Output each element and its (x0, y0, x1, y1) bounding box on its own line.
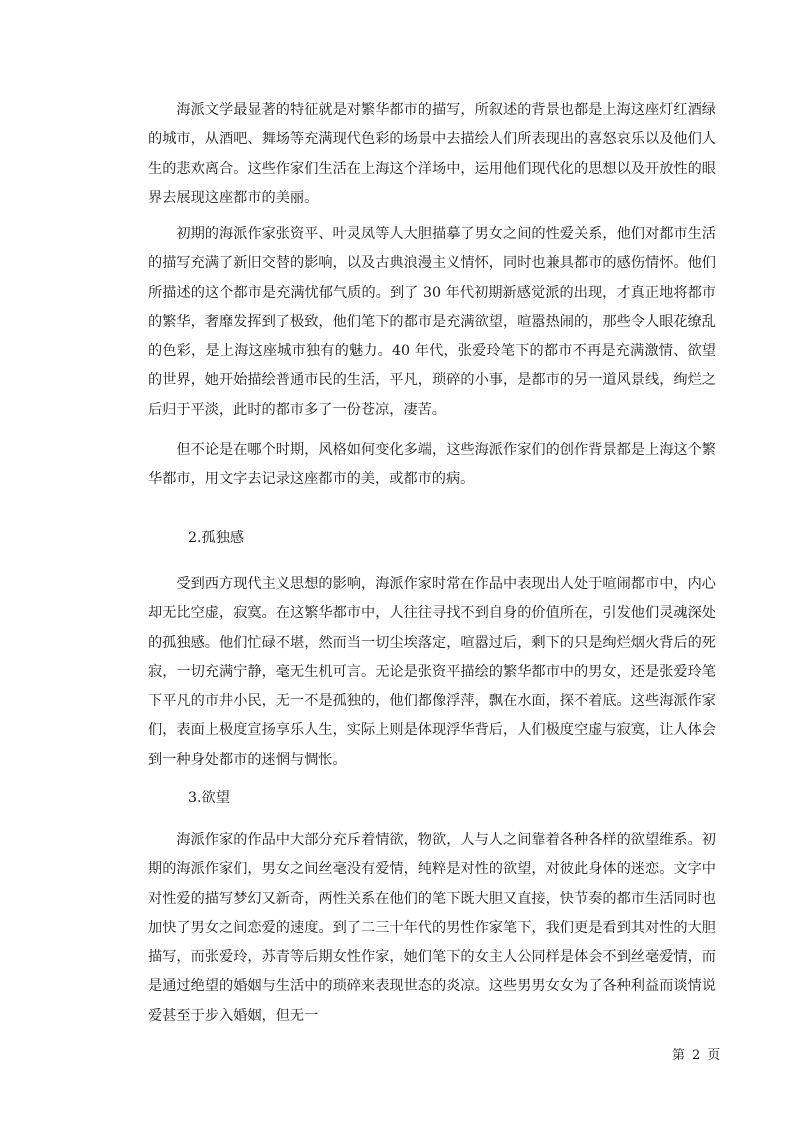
section-heading-desire: 3.欲望 (188, 790, 230, 806)
section-heading-loneliness: 2.孤独感 (188, 530, 245, 546)
paragraph-background-summary: 但不论是在哪个时期，风格如何变化多端，这些海派作家们的创作背景都是上海这个繁华都市，用文字去记录这座都市的美，或都市的病。 (148, 442, 716, 488)
paragraph-desire: 海派作家的作品中大部分充斥着情欲，物欲，人与人之间靠着各种各样的欲望维系。初期的海派作家们，男女之间丝毫没有爱情，纯粹是对性的欲望，对彼此身体的迷恋。文字中对性爱的描写梦幻又新奇，两性关系在他们的笔下既大胆又直接，快节奏的都市生活同时也加快了男女之间恋爱的速度。到了二三十年代的男性作家笔下，我们更是看到其对性的大胆描写，而张爱玲，苏青等后期女性作家，她们笔下的女主人公同样是体会不到丝毫爱情，而是通过绝望的婚姻与生活中的琐碎来表现世态的炎凉。这些男男女女为了各种利益而谈情说爱甚至于步入婚姻，但无一 (148, 832, 716, 1024)
page-footer (672, 1044, 721, 1063)
paragraph-haipai-features: 海派文学最显著的特征就是对繁华都市的描写，所叙述的背景也都是上海这座灯红酒绿的城市，从酒吧、舞场等充满现代色彩的场景中去描绘人们所表现出的喜怒哀乐以及他们人生的悲欢离合。这些作家们生活在上海这个洋场中，运用他们现代化的思想以及开放性的眼界去展现这座都市的美丽。 (148, 102, 716, 206)
page-suffix: 页 (707, 1048, 722, 1063)
page-number: 2 (692, 1048, 702, 1063)
paragraph-early-writers: 初期的海派作家张资平、叶灵凤等人大胆描摹了男女之间的性爱关系，他们对都市生活的描写充满了新旧交替的影响，以及古典浪漫主义情怀，同时也兼具都市的感伤情怀。他们所描述的这个都市是充满忧郁气质的。到了 30 年代初期新感觉派的出现，才真正地将都市的繁华，奢靡发挥到了极致，他们笔下的都市是充满欲望，喧嚣热闹的，那些令人眼花缭乱的色彩，是上海这座城市独有的魅力。40 年代，张爱玲笔下的都市不再是充满激情、欲望的世界，她开始描绘普通市民的生活，平凡，琐碎的小事，是都市的另一道风景线，绚烂之后归于平淡，此时的都市多了一份苍凉，凄苦。 (148, 226, 716, 418)
paragraph-loneliness: 受到西方现代主义思想的影响，海派作家时常在作品中表现出人处于喧闹都市中，内心却无比空虚，寂寞。在这繁华都市中，人往往寻找不到自身的价值所在，引发他们灵魂深处的孤独感。他们忙碌不堪，然而当一切尘埃落定，喧嚣过后，剩下的只是绚烂烟火背后的死寂，一切充满宁静，毫无生机可言。无论是张资平描绘的繁华都市中的男女，还是张爱玲笔下平凡的市井小民，无一不是孤独的，他们都像浮萍，飘在水面，探不着底。这些海派作家们，表面上极度宣扬享乐人生，实际上则是体现浮华背后，人们极度空虚与寂寞，让人体会到一种身处都市的迷惘与惆怅。 (148, 576, 716, 768)
page-prefix: 第 (672, 1048, 687, 1063)
